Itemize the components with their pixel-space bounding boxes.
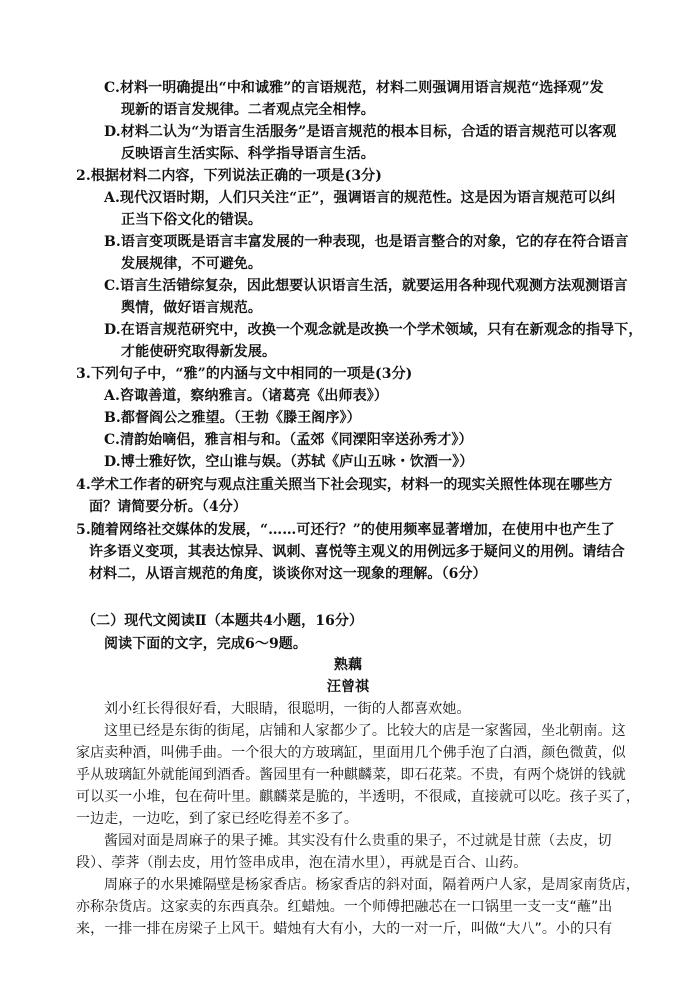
passage-author: 汪曾祺 [326, 679, 370, 695]
section-heading: （二）现代文阅读Ⅱ（本题共4小题，16分） [82, 613, 364, 629]
passage-line: 家店卖种酒，叫佛手曲。一个很大的方玻璃缸，里面用几个佛手泡了白酒，颜色微黄，似 [76, 745, 626, 761]
q4-line1: 4.学术工作者的研究与观点注重关照当下社会现实，材料一的现实关照性体现在哪些方 [76, 477, 613, 493]
q3-option-a: A.咨诹善道，察纳雅言。（诸葛亮《出师表》） [104, 388, 388, 404]
q1-option-d-line2: 反映语言生活实际、科学指导语言生活。 [121, 146, 375, 162]
q1-option-c-line1: C.材料一明确提出“中和诚雅”的言语规范，材料二则强调用语言规范“选择观”发 [104, 80, 604, 96]
q3-stem: 3.下列句子中，“雅”的内涵与文中相同的一项是(3分) [76, 366, 413, 382]
q3-option-b: B.都督阎公之雅望。（王勃《滕王阁序》） [104, 410, 361, 426]
passage-line: 亦称杂货店。这家卖的东西真杂。红蜡烛。一个师傅把融芯在一口锅里一支一支“蘸”出 [76, 899, 613, 915]
q1-option-c-line2: 现新的语言发规律。二者观点完全相悖。 [121, 102, 375, 118]
q2-option-c-line2: 舆情，做好语言规范。 [121, 300, 262, 316]
q2-option-b-line1: B.语言变项既是语言丰富发展的一种表现，也是语言整合的对象，它的存在符合语言 [104, 234, 629, 250]
passage-line: 一边走，一边吃，到了家已经吃得差不多了。 [76, 811, 358, 827]
q3-option-c: C.清韵始嘀侣，雅言相与和。（孟郊《同溧阳宰送孙秀才》） [104, 432, 473, 448]
q3-option-d: D.博士雅好饮，空山谁与娱。（苏轼《庐山五咏・饮酒一》） [104, 454, 474, 470]
q2-option-c-line1: C.语言生活错综复杂，因此想要认识语言生活，就要运用各种现代观测方法观测语言 [104, 278, 628, 294]
q5-line3: 材料二，从语言规范的角度，谈谈你对这一现象的理解。（6分） [89, 566, 487, 582]
q4-line2: 面？请简要分析。（4分） [89, 499, 247, 515]
passage-line: 段）、荸荠（削去皮，用竹签串成串，泡在清水里），再就是百合、山药。 [76, 855, 528, 871]
q2-option-a-line1: A.现代汉语时期，人们只关注“正”，强调语言的规范性。这是因为语言规范可以纠 [104, 190, 616, 206]
passage-line: 酱园对面是周麻子的果子摊。其实没有什么贵重的果子，不过就是甘蔗（去皮，切 [104, 833, 612, 849]
passage-line: 可以买一小堆，包在荷叶里。麒麟菜是脆的，半透明，不很咸，直接就可以吃。孩子买了， [76, 789, 640, 805]
passage-line: 周麻子的水果摊隔壁是杨家香店。杨家香店的斜对面，隔着两户人家，是周家南货店， [104, 877, 640, 893]
passage-line: 乎从玻璃缸外就能闻到酒香。酱园里有一种麒麟菜，即石花菜。不贵，有两个烧饼的钱就 [76, 767, 626, 783]
section-instruction: 阅读下面的文字，完成6～9题。 [104, 636, 307, 652]
passage-line: 刘小红长得很好看，大眼睛，很聪明，一街的人都喜欢她。 [104, 701, 471, 717]
q5-line1: 5.随着网络社交媒体的发展，“……可还行？”的使用频率显著增加，在使用中也产生了 [76, 522, 615, 538]
q2-stem: 2.根据材料二内容，下列说法正确的一项是(3分) [76, 168, 383, 184]
q2-option-d-line1: D.在语言规范研究中，改换一个观念就是改换一个学术领域，只有在新观念的指导下， [104, 322, 643, 338]
q2-option-b-line2: 发展规律，不可避免。 [121, 256, 262, 272]
q1-option-d-line1: D.材料二认为“为语言生活服务”是语言规范的根本目标，合适的语言规范可以客观 [104, 124, 617, 140]
q2-option-d-line2: 才能使研究取得新发展。 [121, 344, 277, 360]
q2-option-a-line2: 正当下俗文化的错误。 [121, 212, 262, 228]
q5-line2: 许多语义变项，其表达惊异、讽刺、喜悦等主观义的用例远多于疑问义的用例。请结合 [89, 544, 625, 560]
passage-line: 来，一排一排在房梁子上风干。蜡烛有大有小，大的一对一斤，叫做“大八”。小的只有 [76, 921, 613, 937]
passage-title: 熟藕 [333, 657, 363, 673]
passage-line: 这里已经是东街的街尾，店铺和人家都少了。比较大的店是一家酱园，坐北朝南。这 [104, 723, 626, 739]
